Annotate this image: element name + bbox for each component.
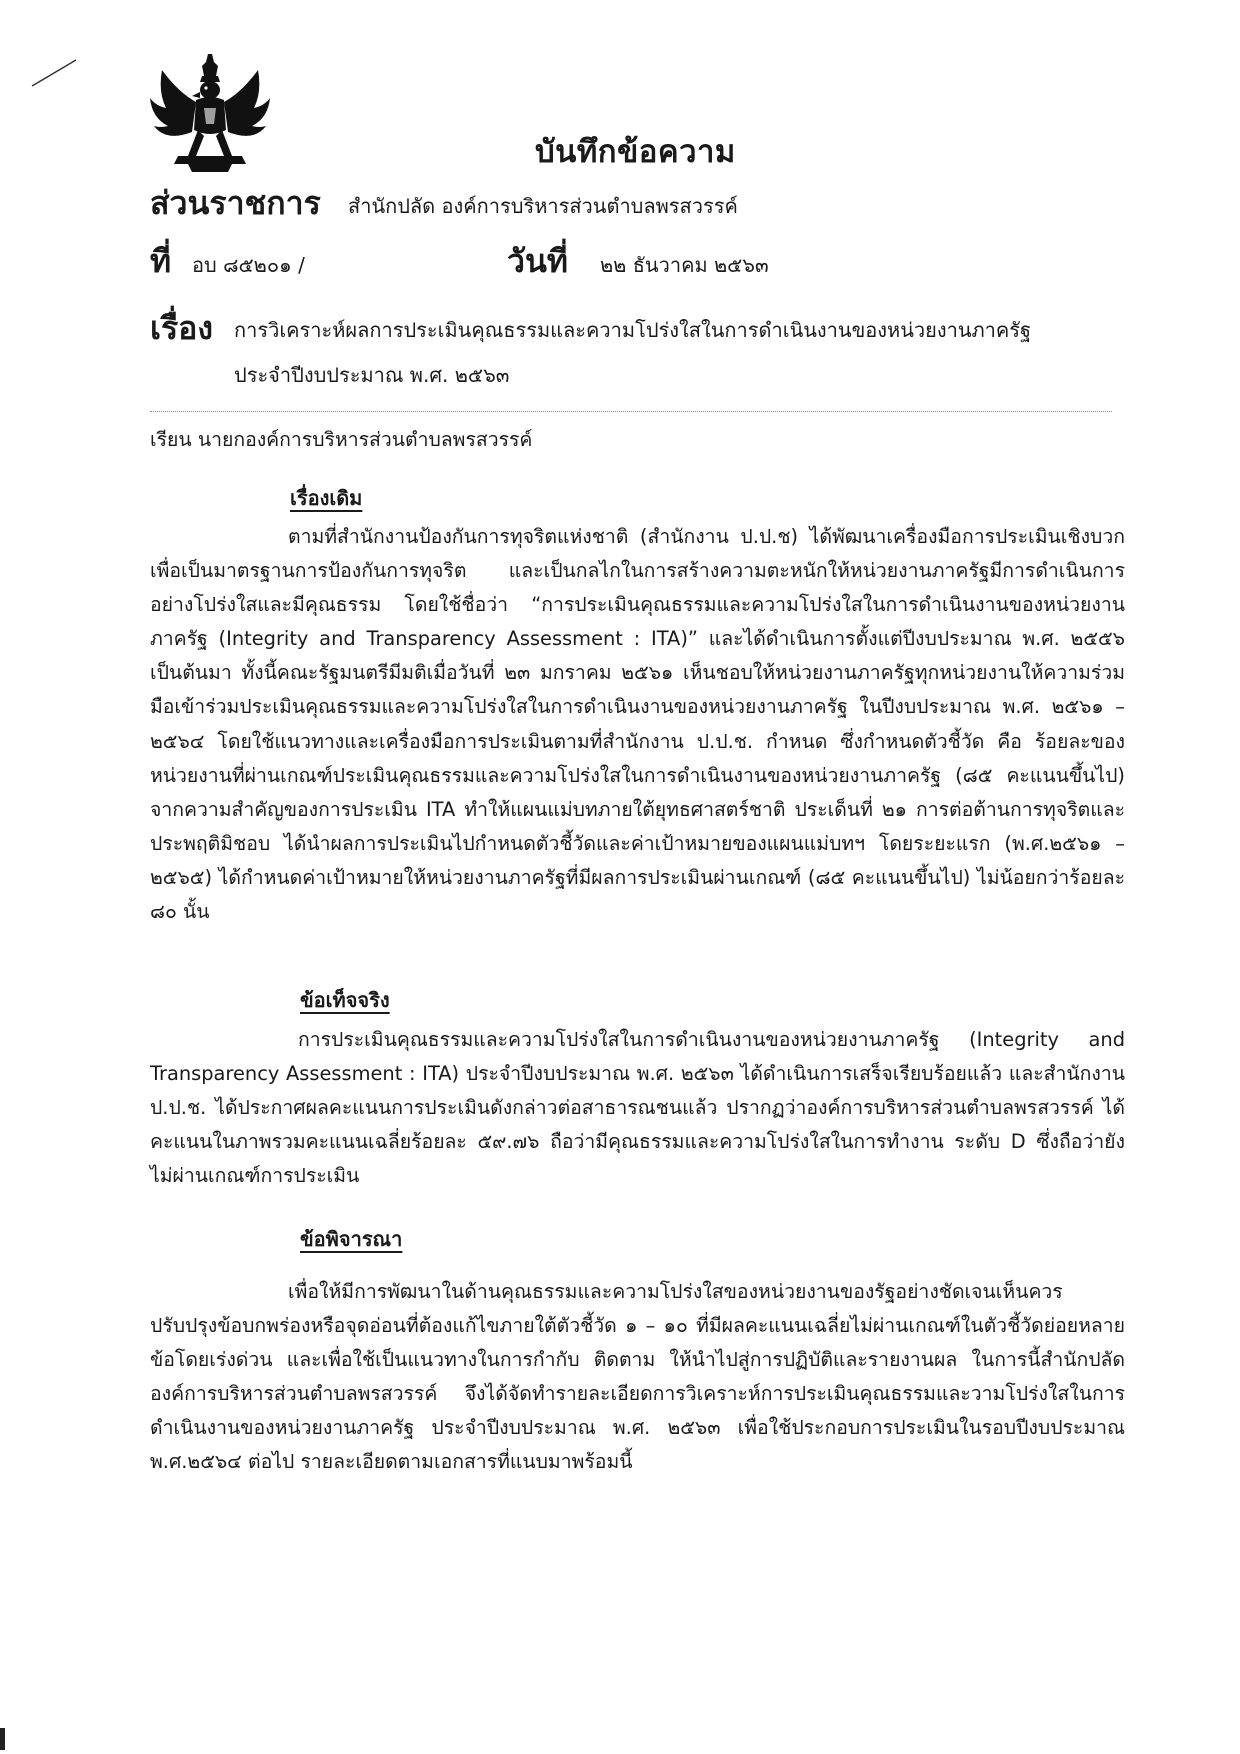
date-label: วันที่ [507,242,568,280]
date-value: ๒๒ ธันวาคม ๒๕๖๓ [600,253,769,277]
section-body-background: ตามที่สำนักงานป้องกันการทุจริตแห่งชาติ (สำนักงาน ป.ป.ช) ได้พัฒนาเครื่องมือการประเมินเชิงบวกเพื่อเป็นมาตรฐานการป้องกันการทุจริต และเป็นกลไกในการสร้างความตะหนักให้หน่วยงานภาครัฐมีการดำเนินการอย่างโปร่งใสและมีคุณธรรม โดยใช้ชื่อว่า “การประเมินคุณธรรมและความโปร่งใสในการดำเนินงานของหน่วยงานภาครัฐ (Integrity and Transparency Assessment : ITA)” และได้ดำเนินการตั้งแต่ปีงบประมาณ พ.ศ. ๒๕๕๖ เป็นต้นมา ทั้งนี้คณะรัฐมนตรีมีมติเมื่อวันที่ ๒๓ มกราคม ๒๕๖๑ เห็นชอบให้หน่วยงานภาครัฐทุกหน่วยงานให้ความร่วมมือเข้าร่วมประเมินคุณธรรมและความโปร่งใสในการดำเนินงานของหน่วยงานภาครัฐ ในปีงบประมาณ พ.ศ. ๒๕๖๑ – ๒๕๖๔ โดยใช้แนวทางและเครื่องมือการประเมินตามที่สำนักงาน ป.ป.ช. กำหนด ซึ่งกำหนดตัวชี้วัด คือ ร้อยละของหน่วยงานที่ผ่านเกณฑ์ประเมินคุณธรรมและความโปร่งใสในการดำเนินงานของหน่วยงานภาครัฐ (๘๕ คะแนนขึ้นไป) จากความสำคัญของการประเมิน ITA ทำให้แผนแม่บทภายใต้ยุทธศาสตร์ชาติ ประเด็นที่ ๒๑ การต่อต้านการทุจริตและประพฤติมิชอบ ได้นำผลการประเมินไปกำหนดตัวชี้วัดและค่าเป้าหมายของแผนแม่บทฯ โดยระยะแรก (พ.ศ.๒๕๖๑ – ๒๕๖๕) ได้กำหนดค่าเป้าหมายให้หน่วยงานภาครัฐที่มีผลการประเมินผ่านเกณฑ์ (๘๕ คะแนนขึ้นไป) ไม่น้อยกว่าร้อยละ ๘๐ นั้น [150,525,1125,924]
ref-label: ที่ [150,242,172,280]
section-heading-considerations: ข้อพิจารณา [300,1227,403,1251]
garuda-emblem-icon [148,52,272,174]
section-heading-background: เรื่องเดิม [290,486,363,510]
header-divider [150,411,1112,412]
subject-line-2: ประจำปีงบประมาณ พ.ศ. ๒๕๖๓ [234,363,510,387]
department-value: สำนักปลัด องค์การบริหารส่วนตำบลพรสวรรค์ [348,194,738,218]
subject-label: เรื่อง [150,309,213,347]
section-body-considerations: เพื่อให้มีการพัฒนาในด้านคุณธรรมและความโปร่งใสของหน่วยงานของรัฐอย่างชัดเจนเห็นควรปรับปรุงข้อบกพร่องหรือจุดอ่อนที่ต้องแก้ไขภายใต้ตัวชี้วัด ๑ – ๑๐ ที่มีผลคะแนนเฉลี่ยไม่ผ่านเกณฑ์ในตัวชี้วัดย่อยหลายข้อโดยเร่งด่วน และเพื่อใช้เป็นแนวทางในการกำกับ ติดตาม ให้นำไปสู่การปฏิบัติและรายงานผล ในการนี้สำนักปลัดองค์การบริหารส่วนตำบลพรสวรรค์ จึงได้จัดทำรายละเอียดการวิเคราะห์การประเมินคุณธรรมและวามโปร่งใสในการดำเนินงานของหน่วยงานภาครัฐ ประจำปีงบประมาณ พ.ศ. ๒๕๖๓ เพื่อใช้ประกอบการประเมินในรอบปีงบประมาณ พ.ศ.๒๕๖๔ ต่อไป รายละเอียดตามเอกสารที่แนบมาพร้อมนี้ [150,1280,1125,1474]
page-title: บันทึกข้อความ [535,134,736,170]
department-label: ส่วนราชการ [150,184,321,222]
pen-stroke-mark [30,58,80,88]
subject-line-1: การวิเคราะห์ผลการประเมินคุณธรรมและความโปร่งใสในการดำเนินงานของหน่วยงานภาครัฐ [234,318,1032,342]
section-heading-facts: ข้อเท็จจริง [300,988,390,1012]
ref-number: อบ ๘๕๒๐๑ / [192,253,305,277]
salutation: เรียน นายกองค์การบริหารส่วนตำบลพรสวรรค์ [150,428,533,451]
section-body-facts: การประเมินคุณธรรมและความโปร่งใสในการดำเนินงานของหน่วยงานภาครัฐ (Integrity and Transparency Assessment : ITA) ประจำปีงบประมาณ พ.ศ. ๒๕๖๓ ได้ดำเนินการเสร็จเรียบร้อยแล้ว และสำนักงาน ป.ป.ช. ได้ประกาศผลคะแนนการประเมินดังกล่าวต่อสาธารณชนแล้ว ปรากฏว่าองค์การบริหารส่วนตำบลพรสวรรค์ ได้คะแนนในภาพรวมคะแนนเฉลี่ยร้อยละ ๕๙.๗๖ ถือว่ามีคุณธรรมและความโปร่งใสในการทำงาน ระดับ D ซึ่งถือว่ายังไม่ผ่านเกณฑ์การประเมิน [150,1028,1125,1188]
scan-edge-mark [0,1728,5,1750]
